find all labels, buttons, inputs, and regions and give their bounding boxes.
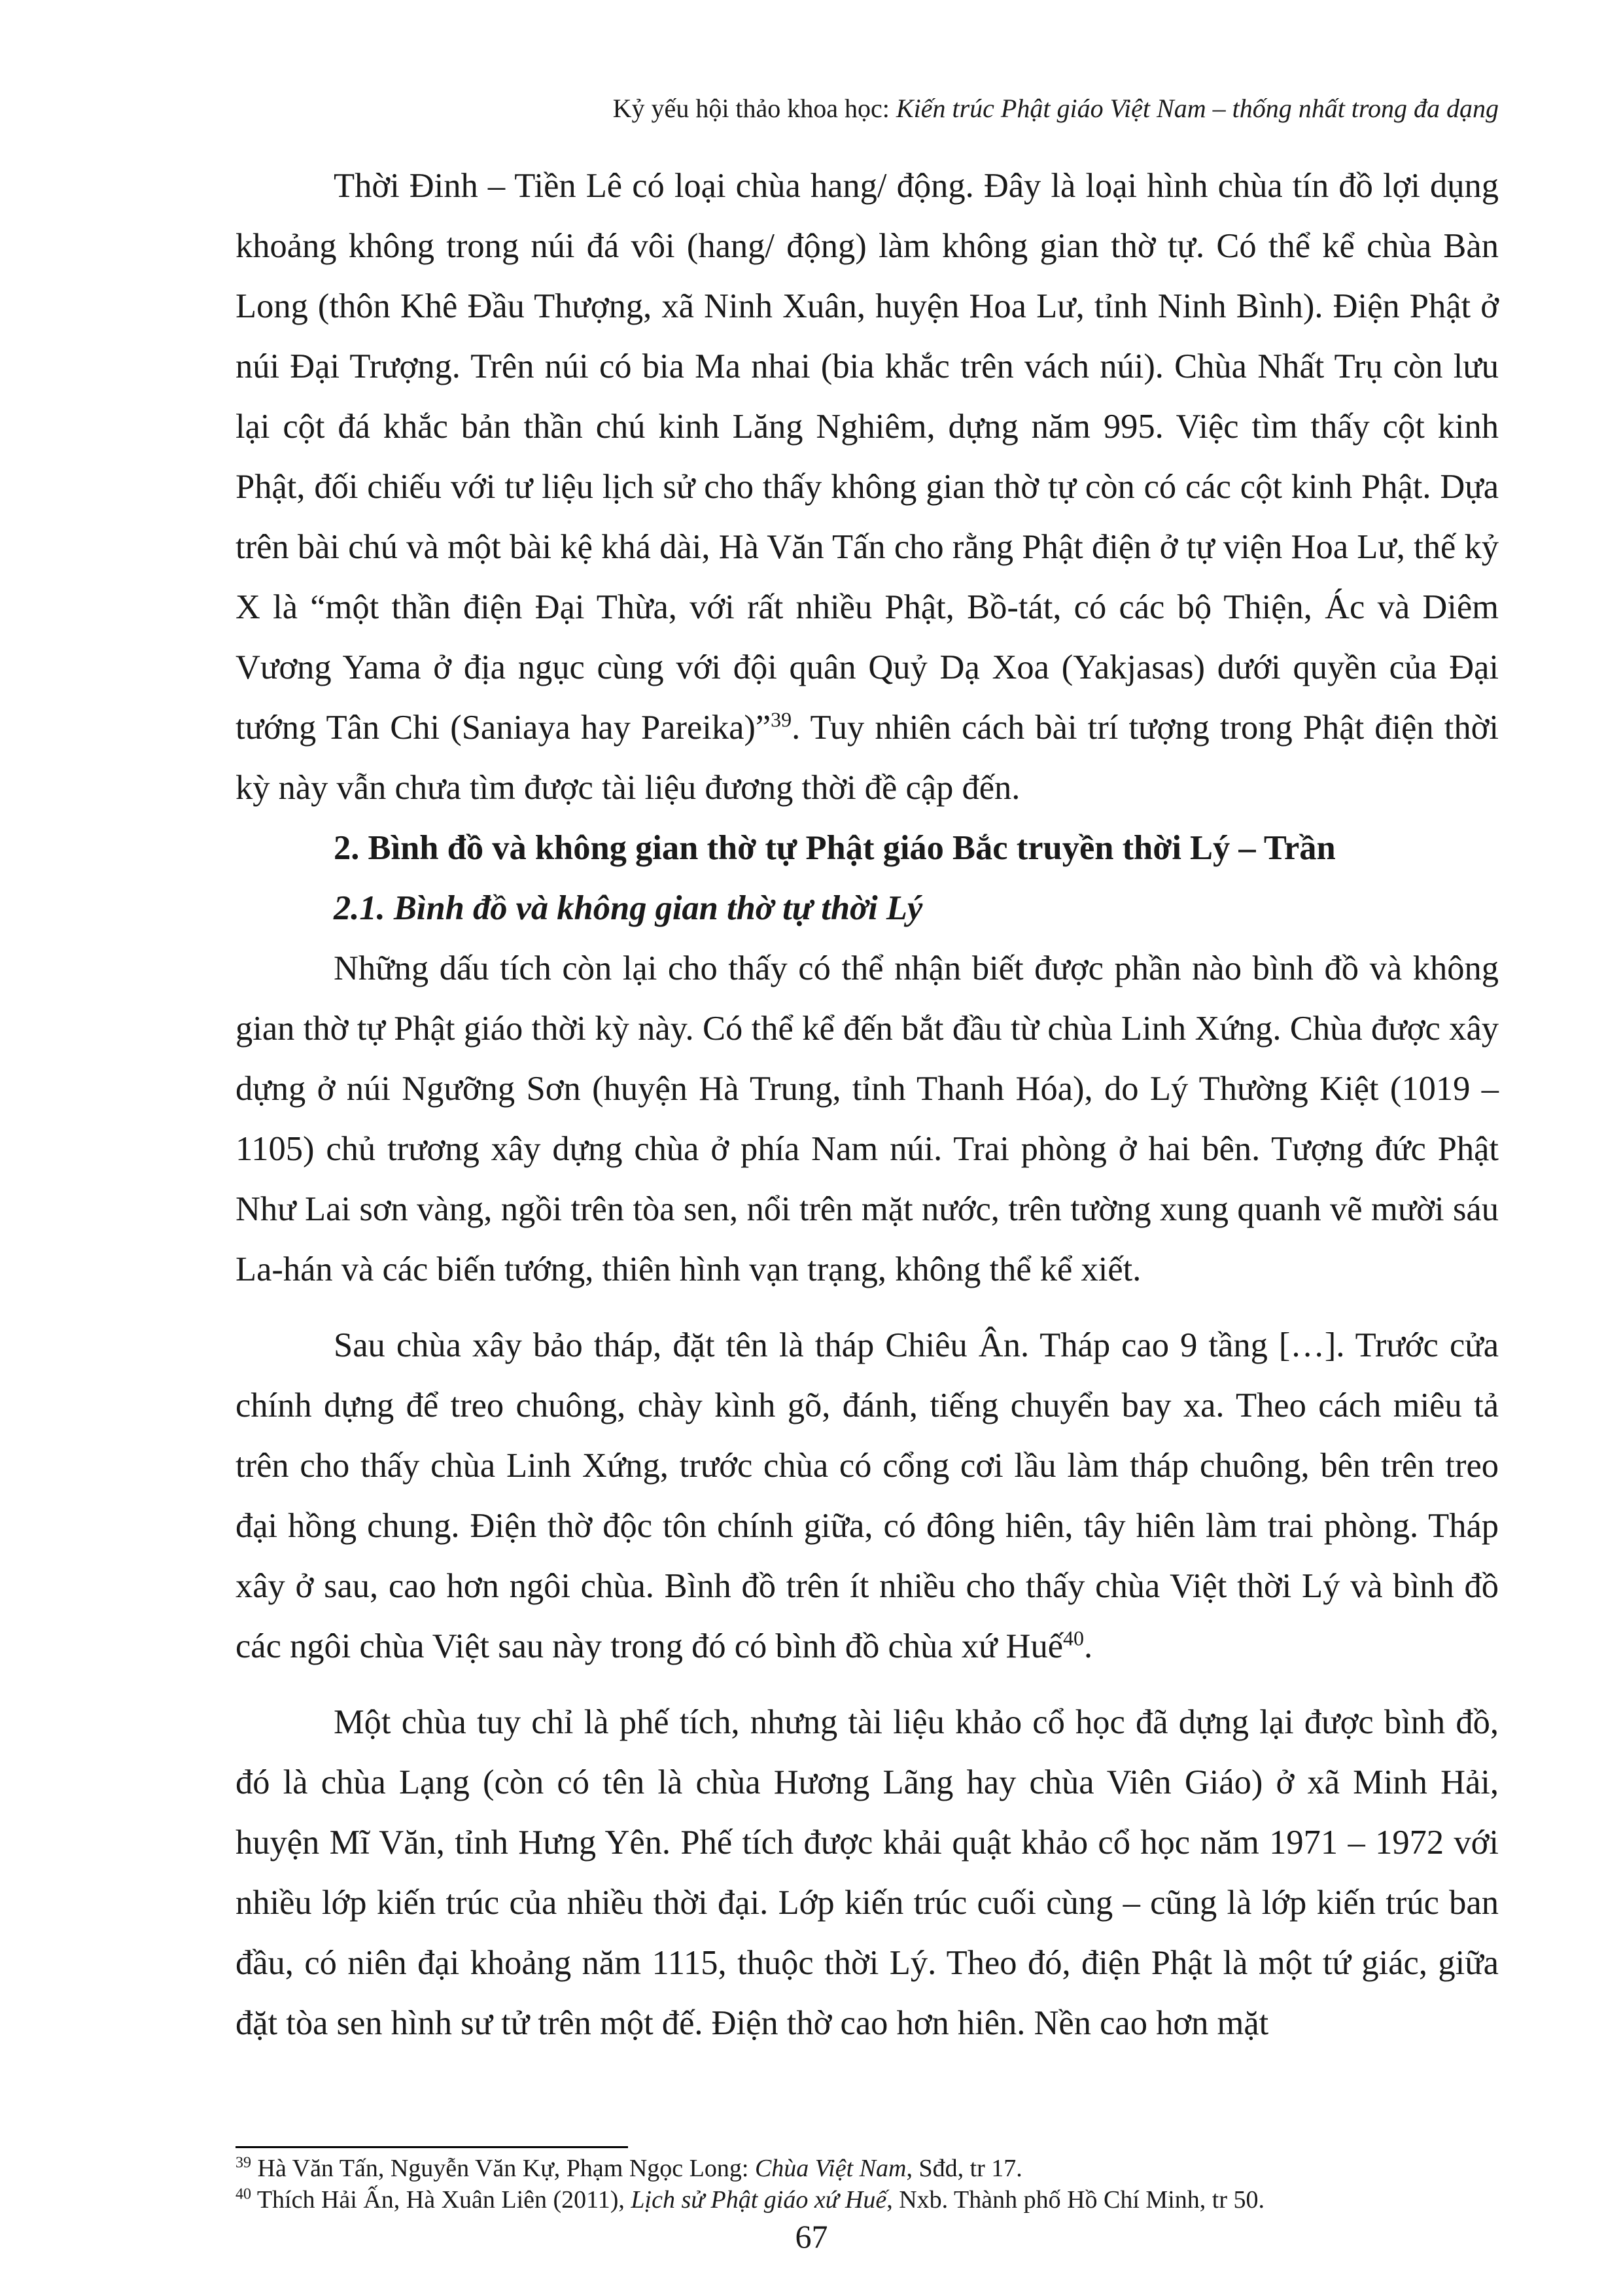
header-title: Kiến trúc Phật giáo Việt Nam – thống nhất trong đa dạng <box>896 94 1499 123</box>
running-header <box>236 92 1499 126</box>
main-text <box>236 156 1499 2053</box>
footnote-tail: , Sđd, tr 17. <box>906 2155 1022 2182</box>
footnote-number: 40 <box>236 2185 251 2203</box>
paragraph-3 <box>236 1315 1499 1676</box>
paragraph-2: Những dấu tích còn lại cho thấy có thể nhận biết được phần nào bình đồ và không gian thờ tự Phật giáo thời kỳ này. Có thể kể đến bắt đầu từ chùa Linh Xứng. Chùa được xây dựng ở núi Ngưỡng Sơn (huyện Hà Trung, tỉnh Thanh Hóa), do Lý Thường Kiệt (1019 – 1105) chủ trương xây dựng chùa ở phía Nam núi. Trai phòng ở hai bên. Tượng đức Phật Như Lai sơn vàng, ngồi trên tòa sen, nổi trên mặt nước, trên tường xung quanh vẽ mười sáu La-hán và các biến tướng, thiên hình vạn trạng, không thể kể xiết. <box>236 949 1499 1288</box>
footnotes <box>236 2153 1499 2216</box>
paragraph-1-tail: . Tuy nhiên cách bài trí tượng trong Phật điện thời kỳ này vẫn chưa tìm được tài liệu đương thời đề cập đến. <box>236 709 1499 807</box>
header-prefix: Kỷ yếu hội thảo khoa học: <box>612 94 896 123</box>
paragraph-3-text: Sau chùa xây bảo tháp, đặt tên là tháp Chiêu Ân. Tháp cao 9 tầng […]. Trước cửa chính dựng để treo chuông, chày kình gõ, đánh, tiếng chuyển bay xa. Theo cách miêu tả trên cho thấy chùa Linh Xứng, trước chùa có cổng cơi lầu làm tháp chuông, bên trên treo đại hồng chung. Điện thờ độc tôn chính giữa, có đông hiên, tây hiên làm trai phòng. Tháp xây ở sau, cao hơn ngôi chùa. Bình đồ trên ít nhiều cho thấy chùa Việt thời Lý và bình đồ các ngôi chùa Việt sau này trong đó có bình đồ chùa xứ Huế <box>236 1326 1499 1665</box>
footnote-divider <box>236 2146 628 2148</box>
footnote-text: Thích Hải Ấn, Hà Xuân Liên (2011), <box>251 2186 631 2214</box>
paragraph-4: Một chùa tuy chỉ là phế tích, nhưng tài liệu khảo cổ học đã dựng lại được bình đồ, đó là chùa Lạng (còn có tên là chùa Hương Lãng hay chùa Viên Giáo) ở xã Minh Hải, huyện Mĩ Văn, tỉnh Hưng Yên. Phế tích được khải quật khảo cổ học năm 1971 – 1972 với nhiều lớp kiến trúc của nhiều thời đại. Lớp kiến trúc cuối cùng – cũng là lớp kiến trúc ban đầu, có niên đại khoảng năm 1115, thuộc thời Lý. Theo đó, điện Phật là một tứ giác, giữa đặt tòa sen hình sư tử trên một đế. Điện thờ cao hơn hiên. Nền cao hơn mặt <box>236 1703 1499 2042</box>
paragraph-1-text: Thời Đinh – Tiền Lê có loại chùa hang/ động. Đây là loại hình chùa tín đồ lợi dụng khoảng không trong núi đá vôi (hang/ động) làm không gian thờ tự. Có thể kể chùa Bàn Long (thôn Khê Đầu Thượng, xã Ninh Xuân, huyện Hoa Lư, tỉnh Ninh Bình). Điện Phật ở núi Đại Trượng. Trên núi có bia Ma nhai (bia khắc trên vách núi). Chùa Nhất Trụ còn lưu lại cột đá khắc bản thần chú kinh Lăng Nghiêm, dựng năm 995. Việc tìm thấy cột kinh Phật, đối chiếu với tư liệu lịch sử cho thấy không gian thờ tự còn có các cột kinh Phật. Dựa trên bài chú và một bài kệ khá dài, Hà Văn Tấn cho rằng Phật điện ở tự viện Hoa Lư, thế kỷ X là “một thần điện Đại Thừa, với rất nhiều Phật, Bồ-tát, có các bộ Thiện, Ác và Diêm Vương Yama ở địa ngục cùng với đội quân Quỷ Dạ Xoa (Yakjasas) dưới quyền của Đại tướng Tân Chi (Saniaya hay Pareika)” <box>236 167 1499 747</box>
footnote-number: 39 <box>236 2154 251 2172</box>
footnote-ref-40: 40 <box>1063 1626 1085 1650</box>
section-heading: 2. Bình đồ và không gian thờ tự Phật giáo Bắc truyền thời Lý – Trần <box>334 829 1336 867</box>
footnote-40 <box>236 2184 1499 2216</box>
footnote-tail: , Nxb. Thành phố Hồ Chí Minh, tr 50. <box>886 2186 1265 2214</box>
footnote-39 <box>236 2153 1499 2184</box>
page-number: 67 <box>795 2218 828 2255</box>
footnote-title: Lịch sử Phật giáo xứ Huế <box>631 2186 887 2214</box>
footnote-ref-39: 39 <box>771 707 792 732</box>
footnote-title: Chùa Việt Nam <box>754 2155 907 2182</box>
subsection-heading: 2.1. Bình đồ và không gian thờ tự thời Lý <box>334 889 923 927</box>
footnote-text: Hà Văn Tấn, Nguyễn Văn Kự, Phạm Ngọc Long: <box>251 2155 755 2182</box>
paragraph-3-tail: . <box>1084 1627 1093 1665</box>
paragraph-1 <box>236 156 1499 818</box>
